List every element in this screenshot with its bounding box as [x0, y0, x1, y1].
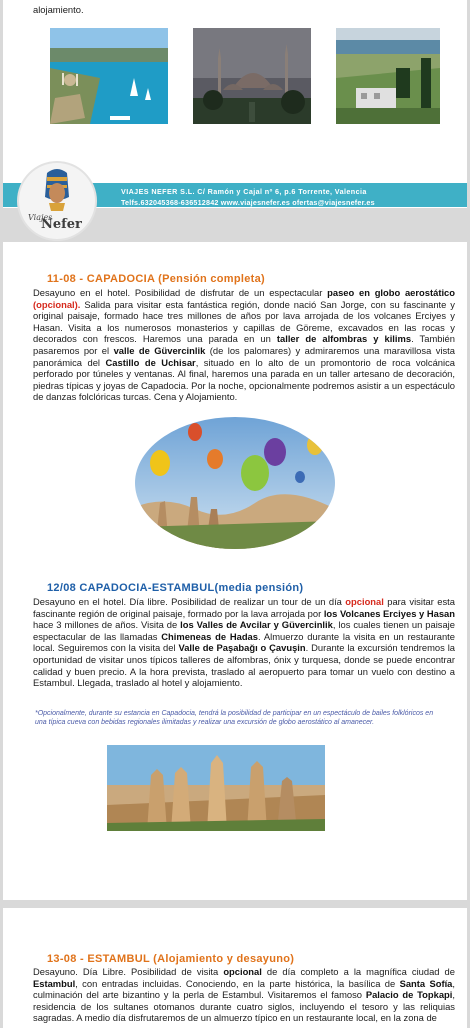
document-page-3: [3, 908, 467, 1028]
day13-description: Desayuno. Día Libre. Posibilidad de visita opcional de día completo a la magnífica ciudad de Estambul, con entradas incluidas. Conociendo, en la parte histórica, la basílica de Santa Sofía, culminación del arte bizantino y la perla de Estambul. Visitaremos el famoso Palacio de Topkapi, residencia de los sultanes otomanos durante cuatro siglos, incluyendo el tesoro y las reliquias sagradas. A medio día disfrutaremos de un almuerzo típico en un restaurante local, en la zona de: [33, 966, 455, 1024]
document-page-1: [3, 0, 467, 232]
document-page-2: [3, 242, 467, 900]
day12-heading: 12/08 CAPADOCIA-ESTAMBUL(media pensión): [47, 582, 304, 594]
photo-mosque: [193, 28, 311, 124]
footer-address: VIAJES NEFER S.L. C/ Ramón y Cajal nº 6, p.6 Torrente, Valencia: [121, 187, 367, 196]
day13-heading: 13-08 - ESTAMBUL (Alojamiento y desayuno): [47, 953, 295, 965]
logo-brand: Nefer: [41, 217, 82, 232]
logo-cursive: Viajes: [28, 213, 53, 222]
footer-contacts: Telfs.632045368-636512842 www.viajesnefer.es ofertas@viajesnefer.es: [121, 198, 375, 207]
intro-tail-text: alojamiento.: [33, 4, 84, 15]
photo-aerial-city: [336, 28, 440, 124]
day11-description: Desayuno en el hotel. Posibilidad de disfrutar de un espectacular paseo en globo aerostático (opcional). Salida para visitar esta fantástica región, donde nació San Jorge, con su fascinante y original paisaje, formado hace tres millones de años por lava arrojada de los volcanes Erciyes y Hasan. Visita a los numerosos monasterios y capillas de Göreme, excavados en las rocas y decorados con frescos. Haremos una parada en un taller de alfombras y kilims. También pasaremos por el valle de Güvercinlik (de los palomares) y admiraremos una maravillosa vista panorámica del Castillo de Uchisar, situado en lo alto de un promontorio de roca volcánica perforado por túneles y ventanas. Al final, haremos una parada en un taller artesano de decoración, piedras típicas y joyas de Capadocia. Por la noche, opcionalmente podremos asistir a un espectáculo de danzas folclóricas turcas. Cena y Alojamiento.: [33, 287, 455, 403]
balloons-image: [135, 417, 335, 549]
day12-description: Desayuno en el hotel. Día libre. Posibilidad de realizar un tour de un día opcional para visitar esta fascinante región de original paisaje, formado por la lava arrojada por los Volcanes Erciyes y Hasan hace 3 millones de años. Visita de los Valles de Avcilar y Güvercinlik, los cuales tienen un paisaje espectacular de las llamadas Chimeneas de Hadas. Almuerzo durante la visita en un restaurante local. Seguiremos con la visita del Valle de Paşabağı o Çavuşin. Durante la excursión tendremos la oportunidad de visitar unos típicos talleres de alfombras, ónix y turquesa, donde se puede encontrar calidad y buen precio. A la hora prevista, traslado al aeropuerto para tomar un vuelo con destino a Estambul. Llegada, traslado al hotel y alojamiento.: [33, 596, 455, 689]
fairy-chimneys-image: [107, 745, 325, 831]
day12-optional-note: *Opcionalmente, durante su estancia en Capadocia, tendrá la posibilidad de participar en un espectáculo de bailes folklóricos en una típica cueva con bebidas regionales ilimitadas y realizar una excursión de globo aerostático al amanecer.: [35, 710, 434, 726]
day11-heading: 11-08 - CAPADOCIA (Pensión completa): [47, 273, 266, 285]
nefer-logo: [19, 163, 95, 239]
photo-bosphorus: [50, 28, 168, 124]
